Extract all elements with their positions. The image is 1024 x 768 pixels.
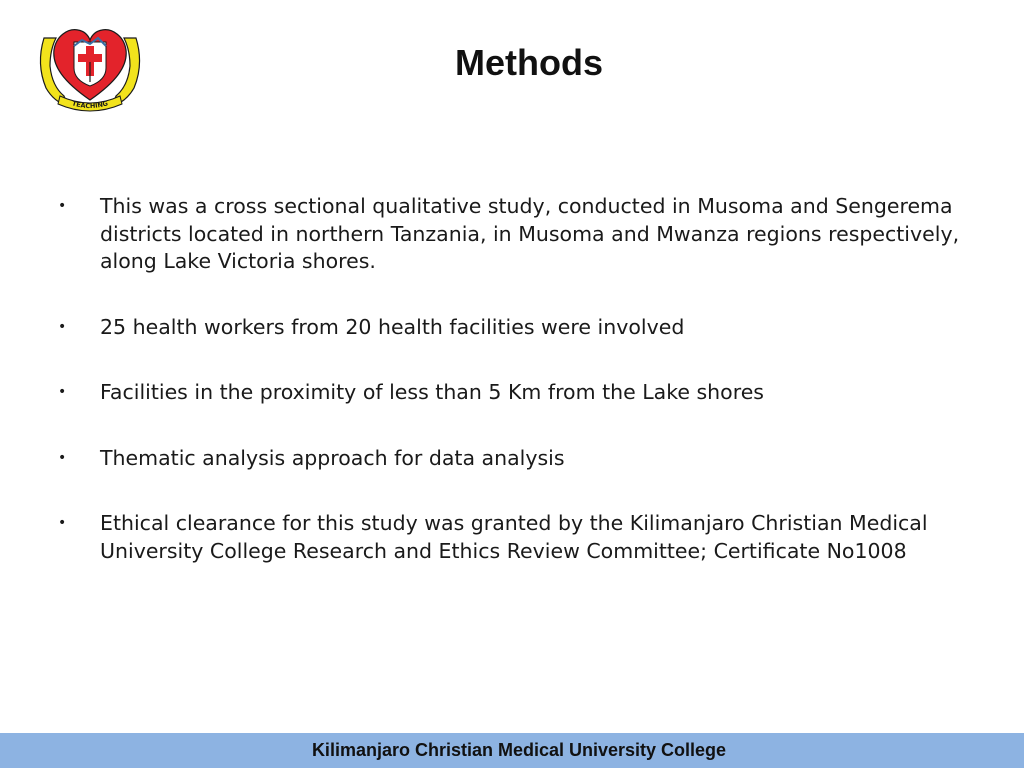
bullet-marker: • <box>58 198 67 214</box>
bullet-item-facilities <box>58 379 998 407</box>
footer-bar <box>0 733 1024 768</box>
bullet-list <box>58 193 998 603</box>
bullet-marker: • <box>58 318 67 335</box>
slide-title: Methods <box>455 42 603 83</box>
bullet-item-analysis <box>58 445 998 473</box>
bullet-text: 25 health workers from 20 health facilities were involved <box>100 314 685 339</box>
bullet-item-participants <box>58 314 998 342</box>
logo-banner-text: TEACHING <box>71 99 109 111</box>
bullet-marker: • <box>58 515 67 531</box>
bullet-text: Ethical clearance for this study was granted by the Kilimanjaro Christian Medical University College Research and Ethics Review Committee; Certificate No1008 <box>100 511 928 563</box>
svg-text:TEACHING <box>71 99 109 110</box>
bullet-item-study-design <box>58 193 998 276</box>
bullet-text: Thematic analysis approach for data analysis <box>100 445 565 470</box>
bullet-marker: • <box>58 449 67 466</box>
bullet-text: This was a cross sectional qualitative study, conducted in Musoma and Sengerema districts located in northern Tanzania, in Musoma and Mwanza regions respectively, along Lake Victoria shores. <box>100 194 960 273</box>
footer-text: Kilimanjaro Christian Medical University College <box>311 740 727 760</box>
bullet-marker: • <box>58 384 67 400</box>
bullet-text: Facilities in the proximity of less than 5 Km from the Lake shores <box>100 380 764 404</box>
bullet-item-ethics <box>58 510 998 565</box>
